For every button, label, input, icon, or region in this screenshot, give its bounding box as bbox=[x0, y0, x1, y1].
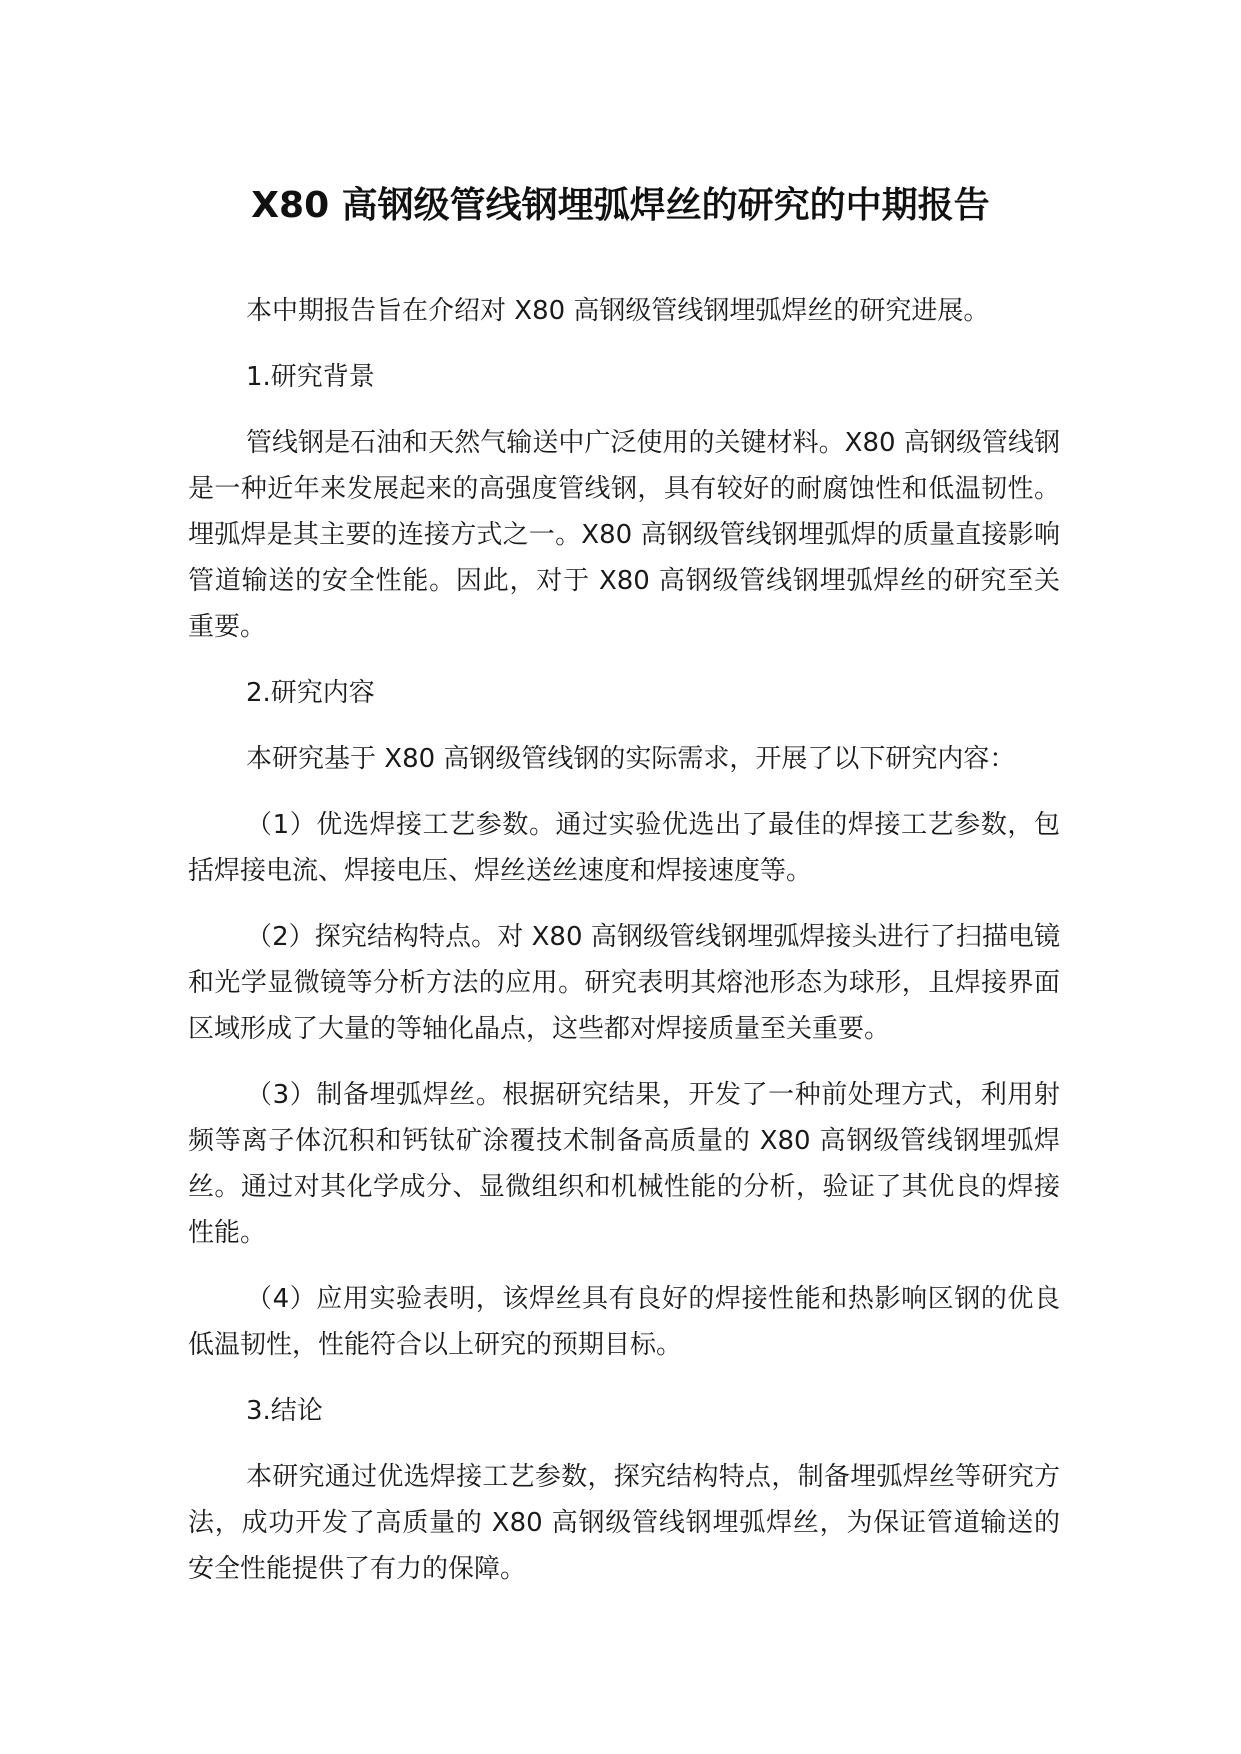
section-heading-content: 2.研究内容 bbox=[246, 678, 375, 708]
section-heading-conclusion: 3.结论 bbox=[246, 1396, 323, 1426]
content-item-2: （2）探究结构特点。对 X80 高钢级管线钢埋弧焊接头进行了扫描电镜和光学显微镜等分析方法的应用。研究表明其熔池形态为球形，且焊接界面区域形成了大量的等轴化晶点，这些都对焊接质量至关重要。 bbox=[188, 922, 1060, 1044]
section-heading-background: 1.研究背景 bbox=[246, 362, 375, 392]
content-item-3: （3）制备埋弧焊丝。根据研究结果，开发了一种前处理方式，利用射频等离子体沉积和钙钛矿涂覆技术制备高质量的 X80 高钢级管线钢埋弧焊丝。通过对其化学成分、显微组织和机械性能的分析，验证了其优良的焊接性能。 bbox=[188, 1080, 1060, 1248]
document-body bbox=[188, 288, 1060, 1612]
conclusion-paragraph: 本研究通过优选焊接工艺参数，探究结构特点，制备埋弧焊丝等研究方法，成功开发了高质量的 X80 高钢级管线钢埋弧焊丝，为保证管道输送的安全性能提供了有力的保障。 bbox=[188, 1462, 1060, 1584]
intro-paragraph: 本中期报告旨在介绍对 X80 高钢级管线钢埋弧焊丝的研究进展。 bbox=[246, 296, 990, 326]
content-item-1: （1）优选焊接工艺参数。通过实验优选出了最佳的焊接工艺参数，包括焊接电流、焊接电压、焊丝送丝速度和焊接速度等。 bbox=[188, 810, 1060, 886]
document-title: X80 高钢级管线钢埋弧焊丝的研究的中期报告 bbox=[251, 185, 990, 226]
content-lead-paragraph: 本研究基于 X80 高钢级管线钢的实际需求，开展了以下研究内容： bbox=[246, 744, 1016, 774]
background-paragraph: 管线钢是石油和天然气输送中广泛使用的关键材料。X80 高钢级管线钢是一种近年来发展起来的高强度管线钢，具有较好的耐腐蚀性和低温韧性。埋弧焊是其主要的连接方式之一。X80 高钢级管线钢埋弧焊的质量直接影响管道输送的安全性能。因此，对于 X80 高钢级管线钢埋弧焊丝的研究至关重要。 bbox=[188, 428, 1060, 642]
content-item-4: （4）应用实验表明，该焊丝具有良好的焊接性能和热影响区钢的优良低温韧性，性能符合以上研究的预期目标。 bbox=[188, 1284, 1060, 1360]
